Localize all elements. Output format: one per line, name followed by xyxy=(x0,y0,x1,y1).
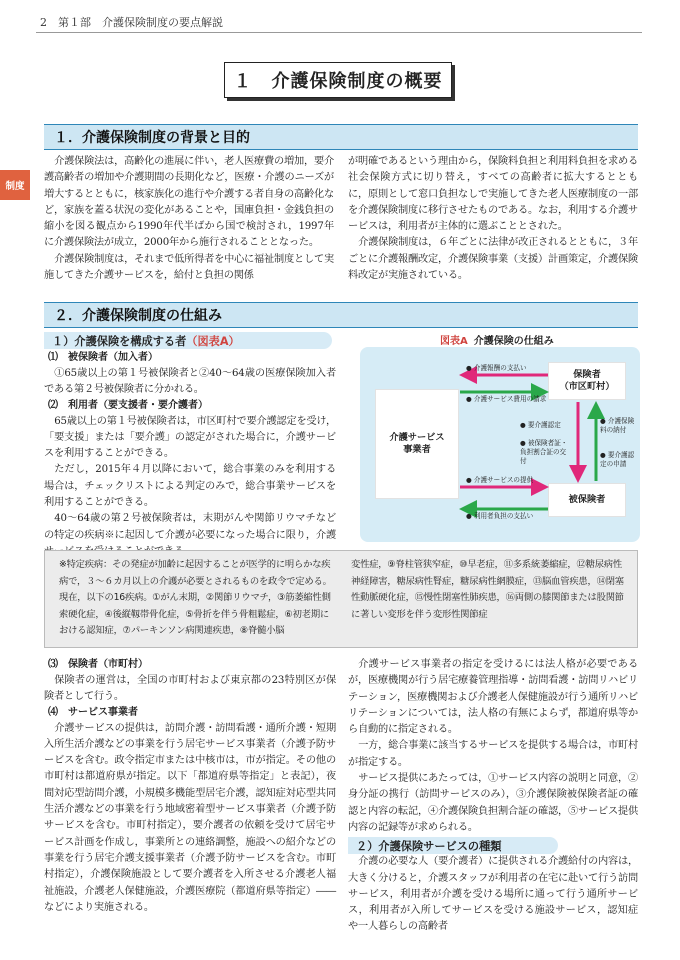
subsection1-label: １）介護保険を構成する者 xyxy=(52,334,187,348)
running-head: 2 第１部 介護保険制度の要点解説 xyxy=(40,16,223,29)
label-premium: ● 介護保険料の納付 xyxy=(600,417,635,434)
heading-insured: ⑴ 被保険者（加入者） xyxy=(48,352,158,363)
section2-header xyxy=(44,302,638,328)
section2-title: ２．介護保険制度の仕組み xyxy=(54,308,222,324)
label-fee-claim: ● 介護サービス費用の請求 xyxy=(466,395,547,403)
figure-title: 介護保険の仕組み xyxy=(473,336,554,347)
paragraph-designation-2: 一方，総合事業に該当するサービスを提供する場合は，市町村が指定する。 xyxy=(348,740,638,768)
figure-reference: （図表A） xyxy=(186,334,240,348)
label-application: ● 要介護認定の申請 xyxy=(600,451,635,468)
lower-left-column xyxy=(44,657,336,916)
heading-insurer: ⑶ 保険者（市町村） xyxy=(48,659,148,670)
header-rule xyxy=(36,32,642,33)
label-certification: ● 要介護認定 xyxy=(520,421,561,429)
chapter-title: １ 介護保険制度の概要 xyxy=(233,71,443,92)
subsection2-label: ２）介護保険サービスの種類 xyxy=(356,839,502,853)
lower-right-column xyxy=(348,657,638,936)
box-insurer: 保険者 （市区町村） xyxy=(548,362,626,400)
label-fee-payment: ● 介護報酬の支払い xyxy=(466,364,527,372)
label-service: ● 介護サービスの提供 xyxy=(466,476,534,484)
figure-diagram xyxy=(360,347,640,542)
paragraph-service-types: 介護の必要な人（要介護者）に提供される介護給付の内容は，大きく分けると，介護スタッフが利用者の在宅に赴いて行う訪問サービス，利用者が介護を受ける場所に通って行う通所サービス，利用者が入所してサービスを受ける施設サービス，認知症や一人暮らしの高齢者 xyxy=(348,856,638,933)
label-card-issue: ● 被保険者証・負担割合証の交付 xyxy=(520,439,568,465)
note-right: 変性症，⑨脊柱管狭窄症，⑩早老症，⑪多系統萎縮症，⑫糖尿病性神経障害，糖尿病性腎症，糖尿病性網膜症，⑬脳血管疾患，⑭閉塞性動脈硬化症，⑮慢性閉塞性肺疾患，⑯両側の膝関節または股関節に著しい変形を伴う変形性関節症 xyxy=(351,559,624,620)
paragraph-designation-1: 介護サービス事業者の指定を受けるには法人格が必要であるが，医療機関が行う居宅療養管理指導・訪問看護・訪問リハビリテーション，医療機関および介護老人保健施設が行う通所リハビリテーションについては，法人格の有無によらず，都道府県等から自動的に指定される。 xyxy=(348,659,638,736)
section1-right-paragraph-1: が明確であるという理由から，保険料負担と利用料負担を求める社会保険方式に切り替え，すべての高齢者に拡大するとともに，原則として窓口負担なしで実施してきた老人医療制度の一部を介護保険制度に移行させたものである。なお，利用する介護サービスは，利用者が主体的に選ぶこととされた。 xyxy=(348,156,638,233)
section2-left-column xyxy=(44,350,336,560)
section1-left-paragraph-2: 介護保険制度は，それまで低所得者を中心に福祉制度として実施してきた介護サービスを，給付と負担の関係 xyxy=(44,253,334,282)
section1-right-paragraph-2: 介護保険制度は，６年ごとに法律が改正されるとともに，３年ごとに介護報酬改定，介護保険事業（支援）計画策定，介護保険料改定が実施されている。 xyxy=(348,237,638,282)
paragraph-service-provider: 介護サービスの提供は，訪問介護・訪問看護・通所介護・短期入所生活介護などの事業を行う居宅サービス事業者（介護予防サービスを含む。政令指定市または中核市は，市が指定。その他の市町村は都道府県が指定。以下「都道府県等指定」と表記），夜間対応型訪問介護，小規模多機能型居宅介護，認知症対応型共同生活介護などの事業を行う地域密着型サービス事業者（介護予防サービスを含む。市町村指定），要介護者の依頼を受けて居宅サービス計画を作成し，事業所との連絡調整，施設への紹介などの事業を行う居宅介護支援事業者（介護予防サービスを含む。市町村指定），介護保険施設として要介護者を入所させる介護老人福祉施設，介護老人保健施設，介護医療院（都道府県等指定）――などにより実施される。 xyxy=(44,722,336,913)
figure-caption xyxy=(440,332,554,347)
box-service-provider: 介護サービス 事業者 xyxy=(375,389,459,499)
note-left: ※特定疾病：その発症が加齢に起因することが医学的に明らかな疾病で，３～６カ月以上の介護が必要とされるものを政令で定める。現在，以下の16疾病。①がん末期，②関節リウマチ，③筋萎縮性側索硬化症，④後縦靱帯骨化症，⑤骨折を伴う骨粗鬆症，⑥初老期における認知症，⑦パーキンソン病関連疾患，⑧脊髄小脳 xyxy=(59,559,332,637)
section1-left-column xyxy=(44,154,334,284)
paragraph-users-1: 65歳以上の第１号被保険者は，市区町村で要介護認定を受け，「要支援」または「要介護」の認定がされた場合に，介護サービスを利用することができる。 xyxy=(44,415,337,460)
figure-label: 図表A xyxy=(440,336,468,347)
box-insured: 被保険者 xyxy=(548,483,626,517)
heading-service-provider: ⑷ サービス事業者 xyxy=(48,707,138,719)
chapter-title-box xyxy=(224,62,452,98)
paragraph-insurer: 保険者の運営は，全国の市町村および東京都の23特別区が保険者として行う。 xyxy=(44,674,336,702)
label-copay: ● 利用者負担の支払い xyxy=(466,512,534,520)
paragraph-users-2: ただし，2015年４月以降において，総合事業のみを利用する場合は，チェックリストによる判定のみで，総合事業サービスを利用することができる。 xyxy=(44,464,336,509)
paragraph-users-3: 40～64歳の第２号被保険者は，末期がんや関節リウマチなどの特定の疾病※に起因して介護が必要になった場合に限り，介護 xyxy=(44,513,336,541)
section1-title: １．介護保険制度の背景と目的 xyxy=(54,130,250,146)
paragraph-insured: ①65歳以上の第１号被保険者と②40～64歳の医療保険加入者である第２号被保険者に分かれる。 xyxy=(44,367,336,395)
subsection1-heading xyxy=(44,332,332,349)
section1-left-paragraph-1: 介護保険法は，高齢化の進展に伴い，老人医療費の増加，要介護高齢者の増加や介護期間の長期化など，医療・介護のニーズが増大するとともに，核家族化の進行や介護する者自身の高齢化など，家族を蓋る状況の変化があることや，国庫負担・金銭負担の縮小を図る観点から1990年代半ばから国で検討され，1997年に介護保険法が成立，2000年から施行されることとなった。 xyxy=(44,156,334,249)
heading-users: ⑵ 利用者（要支援者・要介護者） xyxy=(48,400,208,412)
paragraph-service-rules: サービス提供にあたっては，①サービス内容の説明と同意，②身分証の携行（訪問サービスのみ），③介護保険被保険者証の確認と内容の転記，④介護保険負担割合証の確認，⑤サービス提供内容の記録等が求められる。 xyxy=(348,773,638,833)
section1-header xyxy=(44,124,638,150)
section1-right-column xyxy=(348,154,638,284)
note-box xyxy=(44,550,638,648)
subsection2-heading xyxy=(348,837,558,854)
side-tab: 制度 xyxy=(0,170,30,200)
